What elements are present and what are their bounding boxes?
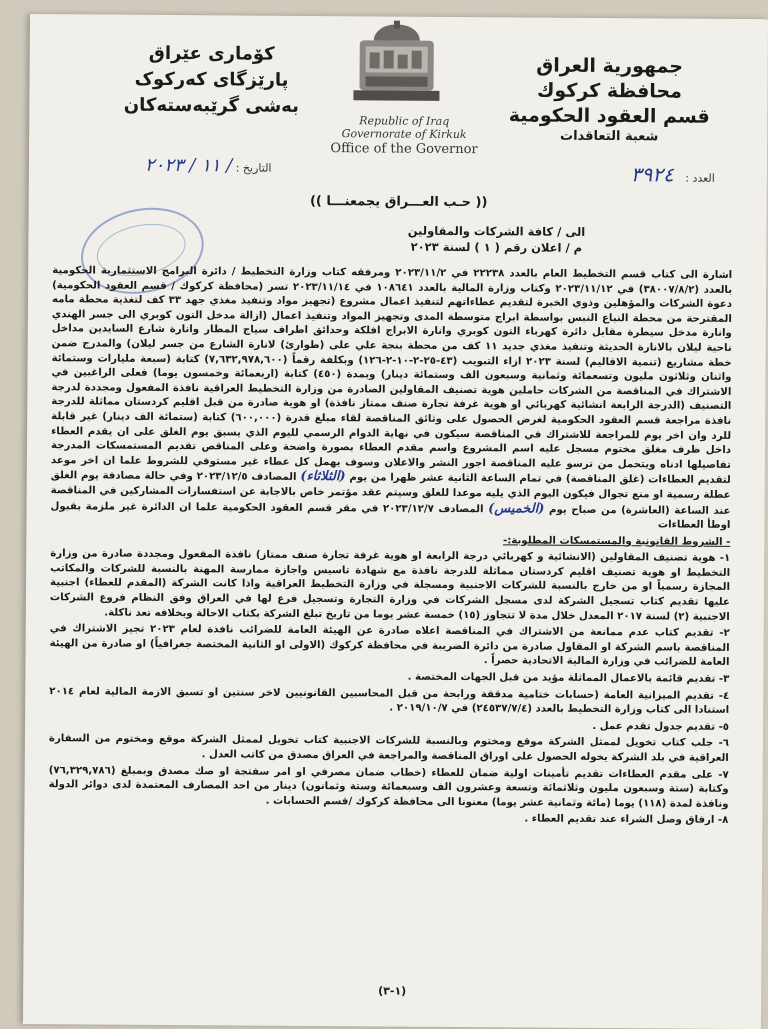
- requirements-title: - الشروط القانونية والمستمسكات المطلوبة:-: [502, 535, 731, 548]
- header-arabic: [499, 53, 720, 146]
- number-value: ٣٩٢٤: [630, 162, 674, 187]
- governorate-emblem-icon: [351, 20, 442, 103]
- body-paragraph: [50, 264, 732, 533]
- intro-text: اشارة الى كتاب قسم التخطيط العام بالعدد ٢٢٢٣٨ في ٢٠٢٣/١١/٢ ومرفقه كتاب وزارة التخطيط / دائرة البرامج الاستثمارية الحكومية بالعدد (٣٨٠٠٧/٨/٢) في ٢٠٢٣/١١/١٢ وكتاب وزارة المالية بالعدد ١٠٨٦٤١ في ٢٠٢٣/١١/١٤ تسر (محافظة كركوك / قسم العقود الحكومية) دعوة الشركات والمؤهلين وذوي الخبرة لتقديم عطاءاتهم لتنفيذ اعمال مشروع (تجهيز مواد وتنفيذ مغذي جهد ٣٣ كف لتغذية محطة مامه المقترحة من محطة النباع النبس بواسطة ابراج متوسطة المدى وتجهيز المواد وتنفيذ اعمال (ازالة مدخل التون كوبري الى جسر الهندي وانارة مدخل سيطرة مقابل دائرة كهرباء التون كوبري وانارة الابراج افلكة وحدائق اطراف سياج المطار وانارة شارع السايدين مداخل ناحية ليلان بالانارة الحديثة وتنفيذ مغذي جديد ١١ كف من محطة بنجة علي على (طوارئ) لانارة الشارع من جسر ليلان) والمدرج ضمن خطة مشاريع (تنمية الاقاليم) لسنة ٢٠٢٣ ازاء التبويب (٤٣-٢٥-٢-١٠-٢-١٢٦) وبكلفة رقماً (٧,٦٣٢,٩٧٨,٦٠٠) كتابة (سبعة مليارات وستمائة واثنان وثلاثون مليون وتسعمائة وثمانية وسبعون الف وستمائة دينار) وبمدة (٤٥٠) كتابة (اربعمائة وخمسون يوما) فعلى الراغبين في الاشتراك في المناقصة من الشركات حاملين هوية تصنيف المقاولين الصادرة من وزارة التخطيط العراقية نافذة المفعول ومجددة لدرجة التصنيف (الدرجة الرابعة انشائية كهربائي او هوية غرفة تجارة صنف ممتاز نافذة) او هوية صادرة من قبل اقليم كردستان مماثلة للدرجة نافذة مراجعة قسم العقود الحكومية لغرض الحصول على وثائق المناقصة لقاء مبلغ قدرة (٦٠٠,٠٠٠) كتابة (ستمائة الف دينار) غير قابلة للرد وان اخر يوم للمراجعة للاشتراك في المناقصة سيكون في نهاية الدوام الرسمي لليوم الذي يسبق يوم الغلق على ان يقدم العطاء داخل ظرف مغلق مختوم مسجل عليه اسم المشروع واسم مقدم العطاء بصورة واضحة وعلى المناقص تقديم المستمسكات المدرجة تفاصيلها ادناه ويتحمل من ترسو عليه المناقصة اجور النشر والاعلان وسوف يهمل كل عطاء غير مستوفي للشروط علما ان اخر موعد لتقديم العطاءات (غلق المناقصة) في تمام الساعة الثانية عشر ظهرا من يوم: [50, 265, 733, 487]
- conference-day: (الخميس): [488, 500, 545, 517]
- header-line-1: جمهورية العراق: [536, 54, 684, 78]
- address-block: [316, 222, 676, 257]
- addressee: الى / كافة الشركات والمقاولين: [407, 223, 586, 239]
- header-english: [329, 114, 479, 159]
- header-line-3: قسم العقود الحكومية: [508, 104, 710, 128]
- page-number: (١-٣): [378, 984, 407, 998]
- requirement-item: ٧- على مقدم العطاءات تقديم تأمينات اولية ضمان للعطاء (خطاب ضمان مصرفي او امر سفتجة او صك مصدق وبمبلغ (٧٦,٣٢٩,٧٨٦) وكتابة (ستة وسبعون مليون وثلاثمائة وتسعة وعشرون الف وسبعمائة وستة وثمانون) دينار من احد المصارف المعتمدة لدى دوائر الدولة ونافذة لمدة (١١٨) يوما (مائة وثمانية عشر يوما) معنونا الى محافظة كركوك /قسم الحسابات .: [48, 764, 729, 810]
- header-kurdish-line-2: پارێزگای کەرکوک: [134, 68, 289, 91]
- subject-line: م / اعلان رقم ( ١ ) لسنة ٢٠٢٣: [410, 239, 583, 255]
- header-kurdish-line-1: كۆماری عێراق: [148, 42, 275, 65]
- requirement-item: ١- هوية تصنيف المقاولين (الانشائية و كهربائي درجة الرابعة او هوية غرفة تجارة صنف ممتاز) نافذة المفعول ومجددة صادرة من وزارة التخطيط او هوية تصنيف اقليم كردستان مماثلة للدرجة نافذة مع شهادة تاسيس واجازة ممارسة المهنة بالنسبة للشركات والمكاتب المجازة رسمياً او من خارج بالنسبة للشركات الاجنبية ومسجلة في وزارة التخطيط العراقية واذا كانت الشركة (المقدم للعطاء) اجنبية عليها تقديم كتاب تسجيل الشركة لدى مسجل الشركات في وزارة التجارة وتسجيل فرع لها في العراق وفق النظام فروع الشركات الاجنبية (٢) لسنة ٢٠١٧ المعدل خلال مدة لا تتجاوز (١٥) خمسة عشر يوما من تاريخ تبلغ الشركة بكتاب الاحالة وبخلافه تعد ناكلة.: [49, 548, 731, 623]
- number-label: العدد :: [685, 171, 715, 185]
- english-country: Republic of Iraq: [359, 114, 450, 128]
- date-label: التاريخ :: [235, 161, 272, 175]
- motto: (( حـب العـــراق يجمعنـــا )): [309, 193, 488, 211]
- requirement-item: ٣- تقديم قائمة بالاعمال المماثلة مؤيد من قبل الجهات المختصة .: [407, 671, 730, 685]
- letter-body: [48, 264, 732, 829]
- requirement-item: ٨- ارفاق وصل الشراء عند تقديم العطاء .: [524, 813, 729, 827]
- header-subdivision: شعبة التعاقدات: [559, 128, 659, 145]
- requirement-item: ٤- تقديم الميزانية العامة (حسابات ختامية مدققة ورابحة من قبل المحاسبين القانونيين لاخر سنتين او تسبق الازمة المالية لعام ٢٠١٤ استنادا الى كتاب وزارة التخطيط بالعدد (٢٤٥٣٧/٧/٤) في ٢٠١٩/١٠/٧ .: [49, 685, 730, 717]
- english-governorate: Governorate of Kirkuk: [341, 127, 467, 142]
- date-value: / ١١ / ٢٠٢٣: [144, 154, 233, 177]
- conference-text: المصادف ٢٠٢٣/١٢/٧ في مقر قسم العقود الحكومية علما ان الدائرة غير ملزمة بقبول اوطأ العطاءات: [50, 500, 731, 531]
- header-line-2: محافظة كركوك: [536, 79, 683, 103]
- closing-day: (الثلاثاء): [300, 469, 346, 485]
- english-office: Office of the Governor: [330, 141, 478, 158]
- requirement-item: ٦- جلب كتاب تخويل لممثل الشركة موقع ومختوم وبالنسبة للشركات الاجنبية كتاب تخويل لممثل الشركة موقع ومختوم من السفارة العراقية في بلد الشركة يخوله الحصول على اوراق المناقصة والمراجعة في العراق مصدق من كاتب العدل .: [48, 733, 729, 764]
- header-kurdish-line-3: بەشی گرێبەستەکان: [123, 94, 299, 117]
- closing-text: المصادف ٢٠٢٣/١٢/٥ وفي حالة مصادفة يوم الغلق عطلة رسمية او منع تجوال فيكون اليوم الذي يليه موعدا للغلق وسيتم عقد مؤتمر خاص بالاجابة عن استفسارات المشاركين في المناقصة عند الساعة (العاشرة) من صباح يوم: [50, 470, 731, 517]
- requirement-item: ٢- تقديم كتاب عدم ممانعة من الاشتراك في المناقصة اعلاه صادرة عن الهيئة العامة للضرائب نافذة لعام ٢٠٢٣ تجيز الاشتراك في المناقصة باسم الشركة او المقاول صادرة من دائرة الضريبة في محافظة كركوك (الاولى او الثانية المختصة جغرافياً) او صادرة من الهيئة العامة للضرائب في وزارة المالية الاتحادية حصراً .: [49, 623, 730, 669]
- header-kurdish: [101, 41, 322, 121]
- document-sheet: [23, 14, 768, 1029]
- requirement-item: ٥- تقديم جدول تقدم عمل .: [592, 720, 730, 733]
- document-number: [631, 162, 715, 187]
- document-date: [141, 155, 272, 177]
